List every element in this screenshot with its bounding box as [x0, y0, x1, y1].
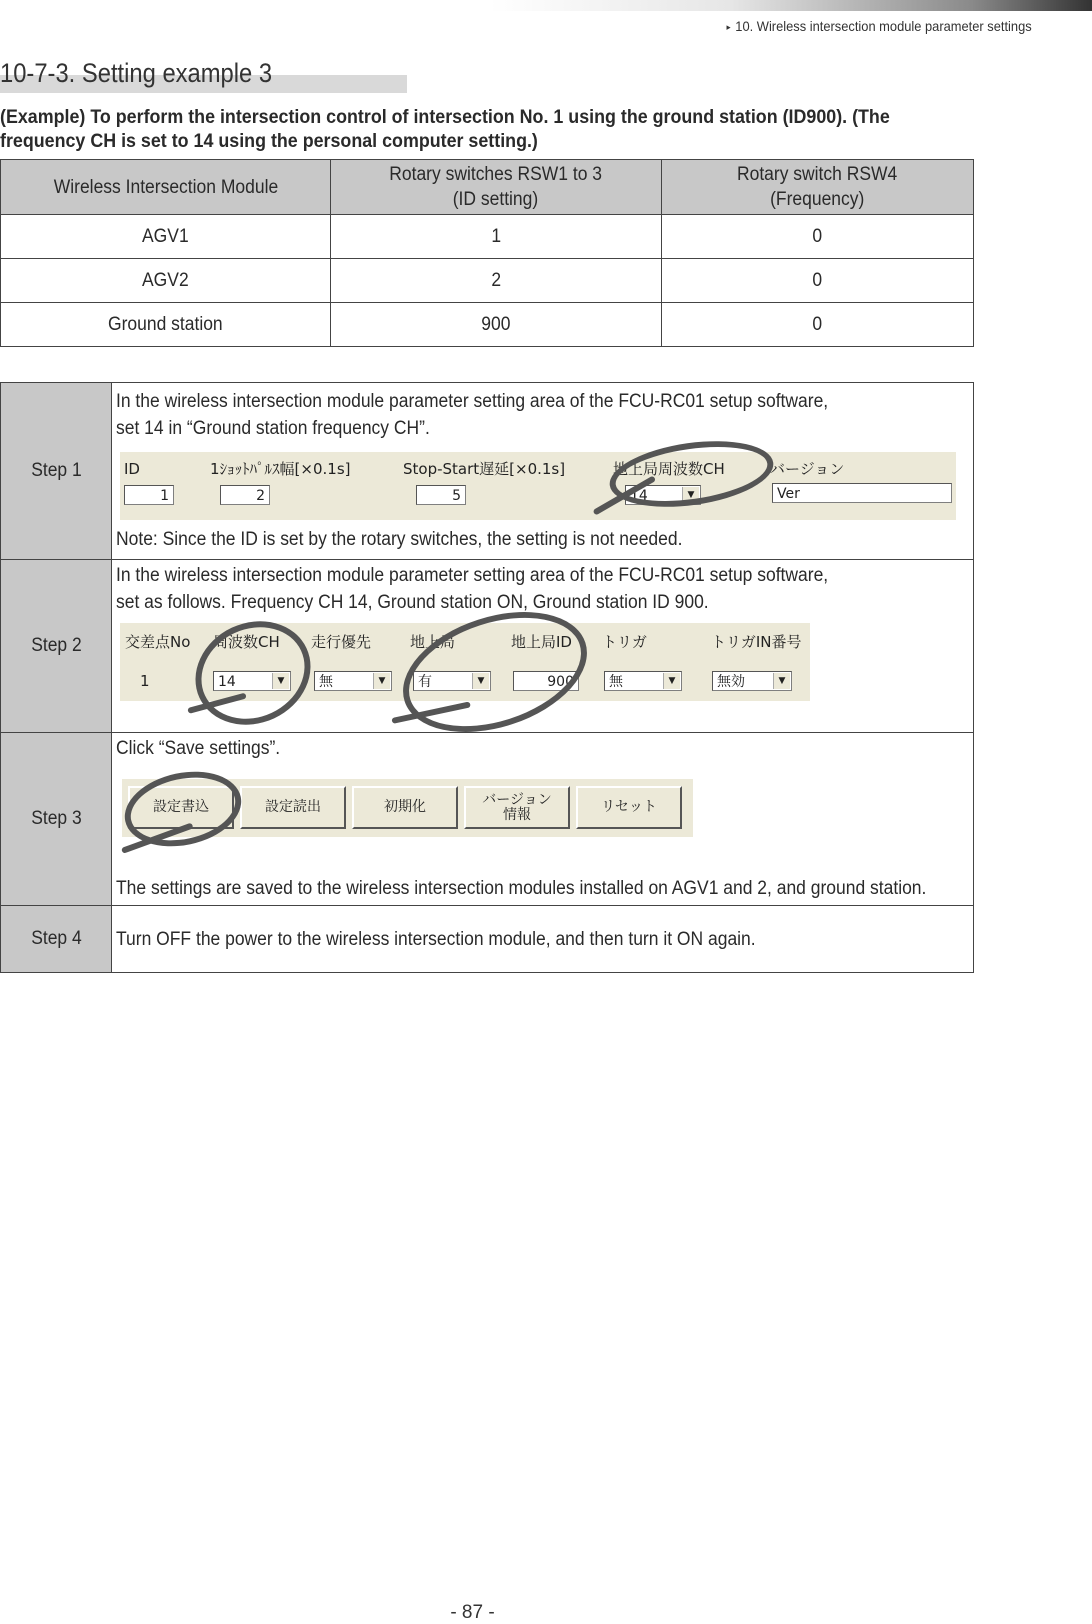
- priority-label: 走行優先: [311, 633, 372, 651]
- section-title: 10-7-3. Setting example 3: [0, 58, 273, 88]
- step1-note: Note: Since the ID is set by the rotary switches, the setting is not needed.: [116, 529, 683, 550]
- screenshot-parameter-panel: [120, 452, 956, 520]
- read-settings-button[interactable]: 設定読出: [240, 786, 346, 829]
- chevron-down-icon[interactable]: ▼: [272, 673, 289, 689]
- freq-select[interactable]: 14 ▼: [213, 671, 291, 691]
- gs-id-input[interactable]: 900: [513, 671, 579, 691]
- breadcrumb-text: 10. Wireless intersection module parameter settings: [735, 18, 1032, 34]
- intro-line-2: frequency CH is set to 14 using the personal computer setting.): [0, 131, 538, 152]
- version-info-button[interactable]: バージョン 情報: [464, 786, 570, 829]
- cell-id: 1: [331, 215, 661, 259]
- version-label: バージョン: [770, 460, 845, 478]
- intro-line-1: (Example) To perform the intersection control of intersection No. 1 using the ground station (ID900). (The: [0, 107, 890, 128]
- step2-line-2: set as follows. Frequency CH 14, Ground station ON, Ground station ID 900.: [116, 592, 709, 613]
- pulse-input[interactable]: 2: [220, 485, 270, 505]
- table-row: [1, 215, 974, 259]
- cell-module: AGV1: [1, 215, 331, 259]
- step-body: [112, 560, 974, 733]
- step-label: Step 4: [1, 906, 112, 973]
- step-row: [1, 560, 974, 733]
- step-row: [1, 906, 974, 973]
- version-field: Ver: [772, 483, 952, 503]
- table-header-row: [1, 160, 974, 215]
- cell-freq: 0: [661, 215, 973, 259]
- cell-module: Ground station: [1, 303, 331, 347]
- gs-freq-label: 地上局周波数CH: [613, 460, 725, 478]
- header-rsw4: Rotary switch RSW4 (Frequency): [661, 160, 973, 215]
- trigger-label: トリガ: [602, 633, 647, 651]
- gs-label: 地上局: [410, 633, 456, 651]
- cell-freq: 0: [661, 259, 973, 303]
- example-description: [0, 106, 940, 154]
- step-row: [1, 733, 974, 906]
- breadcrumb: [727, 18, 1032, 34]
- save-settings-button[interactable]: 設定書込: [128, 786, 234, 829]
- page-number: - 87 -: [450, 1602, 495, 1623]
- step-body: [112, 733, 974, 906]
- delay-label: Stop-Start遅延[×0.1s]: [403, 460, 566, 478]
- id-label: ID: [124, 460, 140, 478]
- id-input[interactable]: 1: [124, 485, 174, 505]
- priority-select[interactable]: 無 ▼: [314, 671, 392, 691]
- cell-freq: 0: [661, 303, 973, 347]
- reset-button[interactable]: リセット: [576, 786, 682, 829]
- table-row: [1, 303, 974, 347]
- step-row: [1, 383, 974, 560]
- pulse-label: 1ｼｮｯﾄﾊﾟﾙｽ幅[×0.1s]: [210, 460, 351, 478]
- trigger-in-select[interactable]: 無効 ▼: [712, 671, 792, 691]
- step-body: [112, 383, 974, 560]
- chevron-down-icon[interactable]: ▼: [682, 487, 699, 503]
- delay-input[interactable]: 5: [416, 485, 466, 505]
- triangle-right-icon: ▸: [726, 22, 732, 32]
- chevron-down-icon[interactable]: ▼: [663, 673, 680, 689]
- trigger-select[interactable]: 無 ▼: [604, 671, 682, 691]
- chevron-down-icon[interactable]: ▼: [373, 673, 390, 689]
- id-setting-table: [0, 159, 974, 347]
- step-body: [112, 906, 974, 973]
- chevron-down-icon[interactable]: ▼: [773, 673, 790, 689]
- freq-label: 周波数CH: [213, 633, 280, 651]
- step4-line-1: Turn OFF the power to the wireless intersection module, and then turn it ON again.: [116, 928, 756, 950]
- step3-line-1: Click “Save settings”.: [116, 738, 281, 759]
- initialize-button[interactable]: 初期化: [352, 786, 458, 829]
- cell-id: 900: [331, 303, 661, 347]
- step-label: Step 1: [1, 383, 112, 560]
- header-module: Wireless Intersection Module: [1, 160, 331, 215]
- intersection-value: 1: [140, 672, 150, 690]
- header-rsw1-3: Rotary switches RSW1 to 3 (ID setting): [331, 160, 661, 215]
- step-label: Step 2: [1, 560, 112, 733]
- step-label: Step 3: [1, 733, 112, 906]
- steps-table: [0, 382, 974, 973]
- step1-line-2: set 14 in “Ground station frequency CH”.: [116, 418, 430, 439]
- table-row: [1, 259, 974, 303]
- gs-id-label: 地上局ID: [511, 633, 572, 651]
- trigger-in-label: トリガIN番号: [711, 633, 802, 651]
- header-gradient-bar: [490, 0, 1092, 11]
- gs-select[interactable]: 有 ▼: [413, 671, 491, 691]
- cell-id: 2: [331, 259, 661, 303]
- intersection-label: 交差点No: [125, 633, 191, 651]
- step2-line-1: In the wireless intersection module parameter setting area of the FCU-RC01 setup software,: [116, 565, 829, 586]
- chevron-down-icon[interactable]: ▼: [472, 673, 489, 689]
- cell-module: AGV2: [1, 259, 331, 303]
- step3-note: The settings are saved to the wireless intersection modules installed on AGV1 and 2, and ground station.: [116, 878, 927, 899]
- step1-line-1: In the wireless intersection module parameter setting area of the FCU-RC01 setup software,: [116, 391, 829, 412]
- gs-freq-select[interactable]: 14 ▼: [625, 485, 701, 505]
